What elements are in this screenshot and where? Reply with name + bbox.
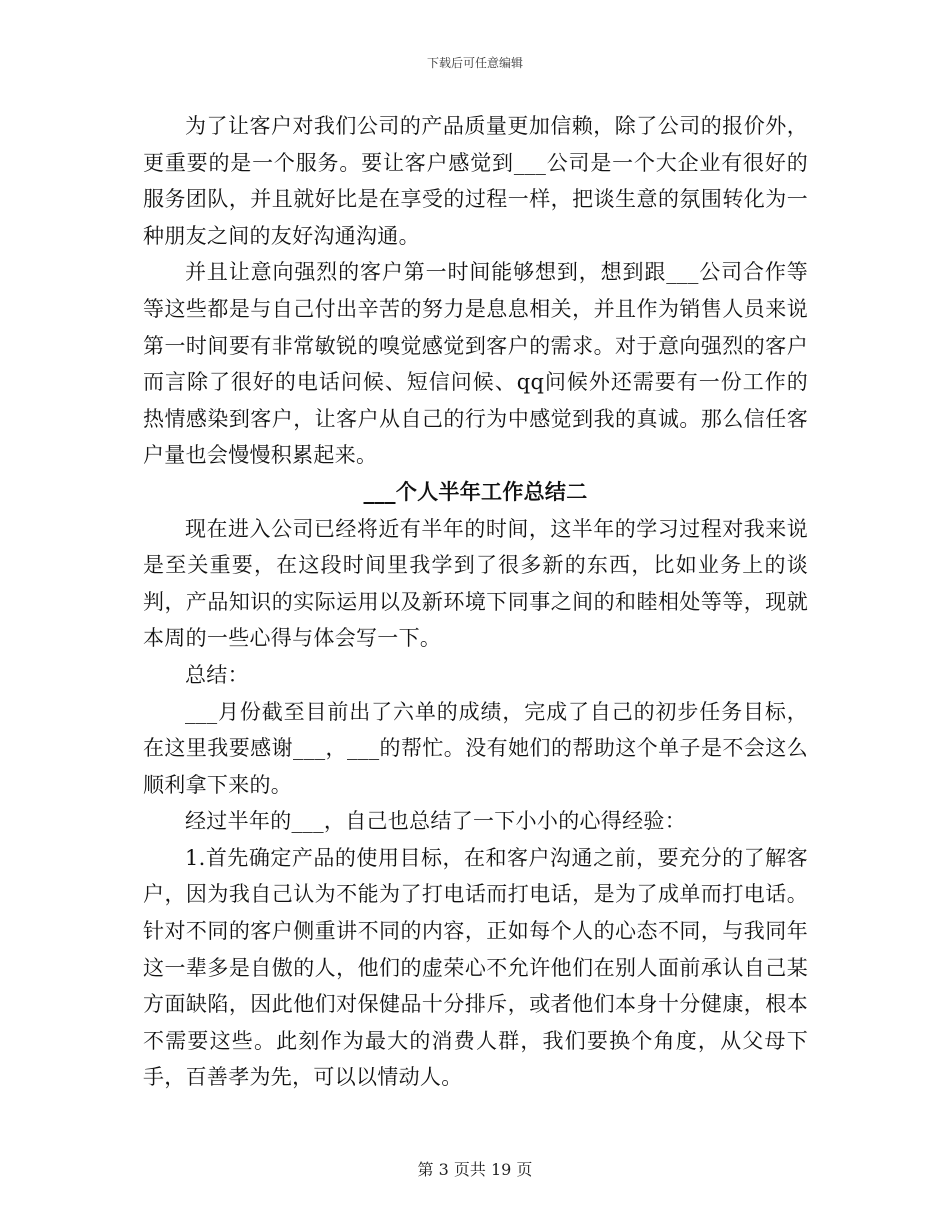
- document-body: [143, 108, 808, 1096]
- paragraph: 1.首先确定产品的使用目标，在和客户沟通之前，要充分的了解客户，因为我自己认为不能为了打电话而打电话，是为了成单而打电话。针对不同的客户侧重讲不同的内容，正如每个人的心态不同，与我同年这一辈多是自傲的人，他们的虚荣心不允许他们在别人面前承认自己某方面缺陷，因此他们对保健品十分排斥，或者他们本身十分健康，根本不需要这些。此刻作为最大的消费人群，我们要换个角度，从父母下手，百善孝为先，可以以情动人。: [143, 845, 808, 1090]
- paragraph: 现在进入公司已经将近有半年的时间，这半年的学习过程对我来说是至关重要，在这段时间里我学到了很多新的东西，比如业务上的谈判，产品知识的实际运用以及新环境下同事之间的和睦相处等等，现就本周的一些心得与体会写一下。: [143, 516, 808, 651]
- page-header: 下载后可任意编辑: [426, 56, 523, 70]
- paragraph-summary-label: 总结：: [185, 662, 249, 687]
- page-footer: 第 3 页共 19 页: [417, 1160, 533, 1179]
- section-heading: ___个人半年工作总结二: [363, 479, 588, 504]
- paragraph: 并且让意向强烈的客户第一时间能够想到，想到跟___公司合作等等这些都是与自己付出辛苦的努力是息息相关，并且作为销售人员来说第一时间要有非常敏锐的嗅觉感觉到客户的需求。对于意向强烈的客户而言除了很好的电话问候、短信问候、qq问候外还需要有一份工作的热情感染到客户，让客户从自己的行为中感觉到我的真诚。那么信任客户量也会慢慢积累起来。: [143, 260, 808, 468]
- paragraph: 经过半年的___，自己也总结了一下小小的心得经验：: [185, 809, 686, 834]
- paragraph: ___月份截至目前出了六单的成绩，完成了自己的初步任务目标，在这里我要感谢___，___的帮忙。没有她们的帮助这个单子是不会这么顺利拿下来的。: [143, 699, 808, 797]
- paragraph: 为了让客户对我们公司的产品质量更加信赖，除了公司的报价外，更重要的是一个服务。要让客户感觉到___公司是一个大企业有很好的服务团队，并且就好比是在享受的过程一样，把谈生意的氛围转化为一种朋友之间的友好沟通沟通。: [143, 114, 808, 248]
